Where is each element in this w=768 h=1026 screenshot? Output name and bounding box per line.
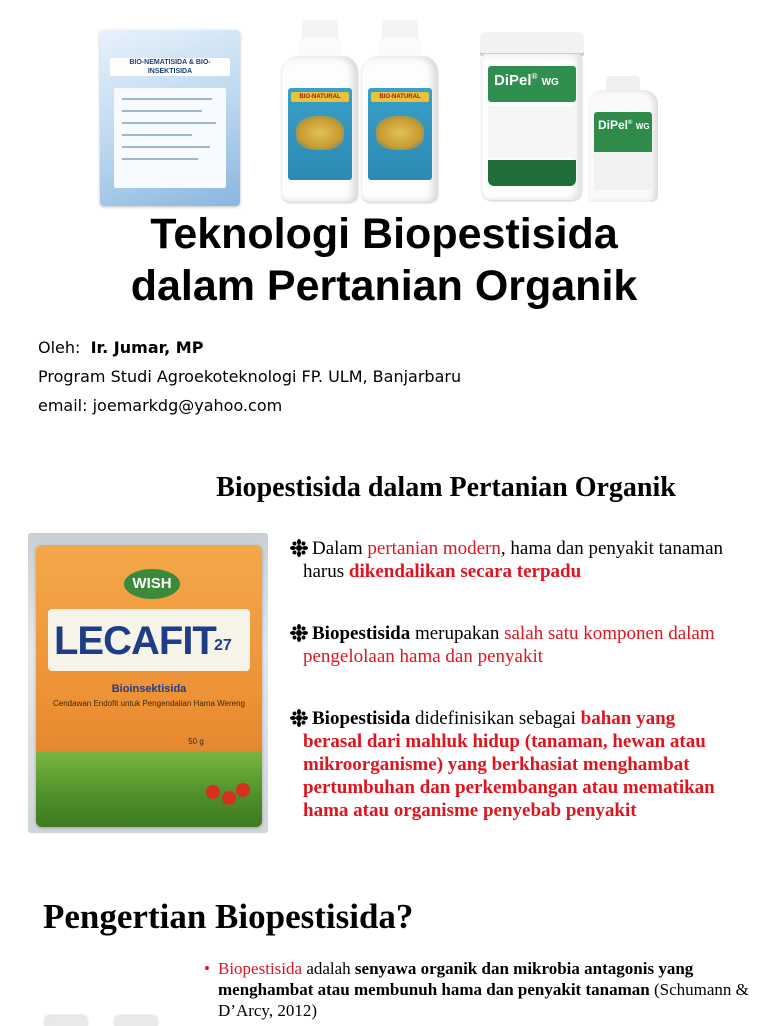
slide2-title: Biopestisida dalam Pertanian Organik bbox=[216, 472, 676, 503]
title-line-1: Teknologi Biopestisida bbox=[150, 210, 618, 258]
author-name: Ir. Jumar, MP bbox=[90, 338, 204, 357]
product-bottle-image: BIO-NATURAL bbox=[282, 20, 358, 202]
lecafit-weight: 50 g bbox=[188, 737, 204, 746]
pouch-panel bbox=[114, 88, 226, 188]
product-dipel-bottle-image: DiPel® WG bbox=[588, 76, 658, 202]
product-dipel-tub-image: DiPel® WG bbox=[480, 32, 584, 200]
definition-text: Biopestisida adalah senyawa organik dan mikrobia antagonis yang menghambat atau membunuh hama dan penyakit tanaman (Schumann & D’Arcy, 2012) bbox=[218, 959, 749, 1020]
small-bottle-brand: DiPel bbox=[598, 118, 629, 132]
bottle-cap-image bbox=[44, 1016, 88, 1026]
by-label: Oleh: bbox=[38, 338, 81, 357]
title-line-2: dalam Pertanian Organik bbox=[130, 262, 638, 310]
lecafit-brand: LECAFIT bbox=[54, 619, 216, 663]
pouch-label: BIO-NEMATISIDA & BIO-INSEKTISIDA bbox=[110, 58, 230, 76]
lecafit-type: Bioinsektisida bbox=[111, 683, 187, 695]
maker-logo: WISH bbox=[124, 569, 180, 599]
bottle-cap-image bbox=[114, 1016, 158, 1026]
bullet-text: Dalam pertanian modern, hama dan penyakit tanaman harus dikendalikan secara terpadu bbox=[303, 538, 723, 582]
slide-title bbox=[0, 0, 768, 440]
email-value: joemarkdg@yahoo.com bbox=[92, 396, 283, 415]
bullet-text: Biopestisida didefinisikan sebagai bahan yang berasal dari mahluk hidup (tanaman, hewan atau mikroorganisme) yang berkhasiat menghambat pertumbuhan dan perkembangan atau mematikan hama atau organisme penyebab penyakit bbox=[303, 708, 715, 821]
tub-brand: DiPel bbox=[494, 72, 532, 89]
tub-brand-suffix: WG bbox=[541, 77, 559, 88]
email-line bbox=[38, 396, 282, 415]
lecafit-product-image bbox=[28, 533, 268, 833]
email-label: email: bbox=[38, 396, 88, 415]
slide3-title: Pengertian Biopestisida? bbox=[43, 897, 414, 936]
product-bottle-image: BIO-NATURAL bbox=[362, 20, 438, 202]
lecafit-number: 27 bbox=[214, 637, 232, 654]
small-bottle-suffix: WG bbox=[635, 122, 650, 131]
affiliation-line: Program Studi Agroekoteknologi FP. ULM, Banjarbaru bbox=[38, 367, 462, 386]
lecafit-desc: Cendawan Endofit untuk Pengendalian Hama Wereng bbox=[53, 699, 245, 708]
author-line bbox=[38, 338, 203, 357]
bullet-text: Biopestisida merupakan salah satu komponen dalam pengelolaan hama dan penyakit bbox=[303, 623, 715, 667]
bullet-dot: • bbox=[204, 959, 210, 978]
slide-title-heading bbox=[0, 208, 768, 312]
product-pouch-image bbox=[100, 30, 240, 206]
